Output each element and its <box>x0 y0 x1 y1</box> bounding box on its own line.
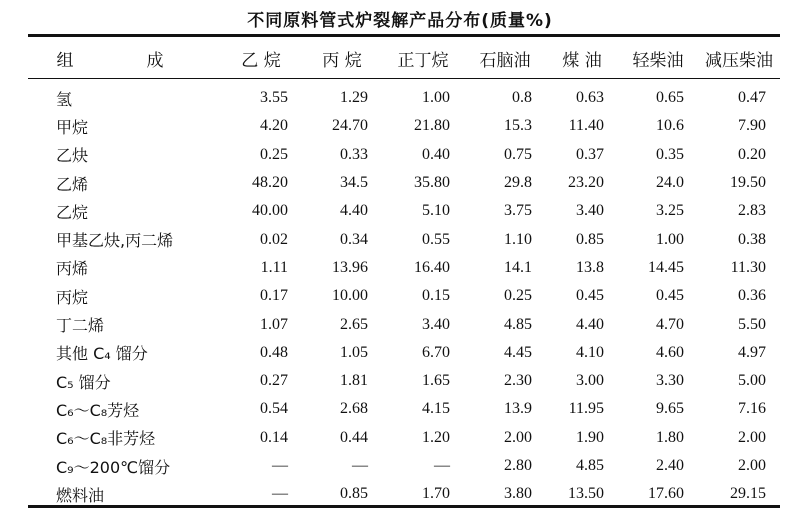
value-cell: 14.45 <box>648 258 684 276</box>
table-row <box>28 424 780 452</box>
value-cell: 0.15 <box>422 287 450 305</box>
value-cell: 1.81 <box>340 372 368 390</box>
value-cell: 4.60 <box>656 343 684 361</box>
table-row <box>28 84 780 112</box>
row-label: 燃料油 <box>56 485 105 505</box>
value-cell: 1.00 <box>656 230 684 248</box>
value-cell: 19.50 <box>730 174 766 192</box>
value-cell: 34.5 <box>340 174 368 192</box>
value-cell: — <box>272 485 288 503</box>
value-cell: 13.8 <box>576 258 604 276</box>
value-cell: 4.40 <box>340 202 368 220</box>
row-label: 乙烯 <box>56 174 89 194</box>
table-body <box>28 78 780 508</box>
value-cell: 10.00 <box>332 287 368 305</box>
value-cell: 0.17 <box>260 287 288 305</box>
value-cell: 1.11 <box>260 258 288 276</box>
table-row <box>28 197 780 225</box>
value-cell: — <box>434 457 450 474</box>
value-cell: 0.20 <box>738 145 766 163</box>
value-cell: 0.36 <box>738 287 766 305</box>
row-label: C₆～C₈芳烃 <box>56 400 140 420</box>
value-cell: 1.05 <box>340 343 368 361</box>
value-cell: 23.20 <box>568 174 604 192</box>
value-cell: 10.6 <box>656 117 684 135</box>
value-cell: 11.30 <box>730 258 766 276</box>
row-label: 乙炔 <box>56 146 89 166</box>
row-label: 丙烷 <box>56 287 89 307</box>
value-cell: 0.85 <box>340 485 368 503</box>
header-light-diesel: 轻柴油 <box>632 50 684 71</box>
table-row <box>28 452 780 480</box>
value-cell: 0.34 <box>340 230 368 248</box>
value-cell: 7.90 <box>738 117 766 135</box>
value-cell: 1.29 <box>340 89 368 107</box>
value-cell: 0.45 <box>576 287 604 305</box>
value-cell: 3.40 <box>576 202 604 220</box>
value-cell: 3.25 <box>656 202 684 220</box>
value-cell: 2.65 <box>340 315 368 333</box>
value-cell: 3.40 <box>422 315 450 333</box>
table-row <box>28 339 780 367</box>
table-row <box>28 480 780 508</box>
value-cell: 4.97 <box>738 343 766 361</box>
value-cell: 4.15 <box>422 400 450 418</box>
table-row <box>28 367 780 395</box>
value-cell: 1.70 <box>422 485 450 503</box>
header-n-butane: 正丁烷 <box>397 50 449 71</box>
value-cell: 0.37 <box>576 145 604 163</box>
value-cell: 0.40 <box>422 145 450 163</box>
value-cell: 24.70 <box>332 117 368 135</box>
table-row <box>28 169 780 197</box>
top-rule <box>28 34 780 37</box>
value-cell: 5.50 <box>738 315 766 333</box>
value-cell: 24.0 <box>656 174 684 192</box>
value-cell: 0.02 <box>260 230 288 248</box>
header-kerosene: 煤 油 <box>562 50 602 71</box>
value-cell: 11.40 <box>568 117 604 135</box>
value-cell: 0.63 <box>576 89 604 107</box>
table-row <box>28 141 780 169</box>
value-cell: 0.14 <box>260 428 288 446</box>
header-ethane: 乙 烷 <box>241 50 281 71</box>
value-cell: 0.47 <box>738 89 766 107</box>
header-propane: 丙 烷 <box>322 50 362 71</box>
row-label: C₆～C₈非芳烃 <box>56 429 156 449</box>
value-cell: 1.65 <box>422 372 450 390</box>
table-row <box>28 112 780 140</box>
value-cell: 3.00 <box>576 372 604 390</box>
value-cell: 2.00 <box>738 428 766 446</box>
value-cell: 6.70 <box>422 343 450 361</box>
value-cell: 4.40 <box>576 315 604 333</box>
value-cell: 1.10 <box>504 230 532 248</box>
row-label: 氢 <box>56 89 73 109</box>
value-cell: 3.75 <box>504 202 532 220</box>
value-cell: 29.15 <box>730 485 766 503</box>
row-label: 甲烷 <box>56 117 89 137</box>
value-cell: 3.55 <box>260 89 288 107</box>
row-label: 丙烯 <box>56 259 89 279</box>
value-cell: 13.50 <box>568 485 604 503</box>
value-cell: 0.75 <box>504 145 532 163</box>
value-cell: 2.00 <box>738 457 766 474</box>
value-cell: 1.80 <box>656 428 684 446</box>
value-cell: 0.54 <box>260 400 288 418</box>
value-cell: 2.30 <box>504 372 532 390</box>
value-cell: 0.48 <box>260 343 288 361</box>
value-cell: 0.8 <box>512 89 532 107</box>
header-row <box>28 38 780 78</box>
table-row <box>28 282 780 310</box>
value-cell: 0.44 <box>340 428 368 446</box>
value-cell: 0.55 <box>422 230 450 248</box>
header-vacuum-gas-oil: 减压柴油 <box>705 50 773 71</box>
value-cell: 35.80 <box>414 174 450 192</box>
value-cell: — <box>352 457 368 474</box>
value-cell: 0.33 <box>340 145 368 163</box>
value-cell: 4.70 <box>656 315 684 333</box>
value-cell: 0.65 <box>656 89 684 107</box>
table-title: 不同原料管式炉裂解产品分布(质量%) <box>247 11 553 31</box>
value-cell: 4.85 <box>576 457 604 474</box>
value-cell: 0.25 <box>260 145 288 163</box>
header-naphtha: 石脑油 <box>479 50 531 71</box>
value-cell: 13.9 <box>504 400 532 418</box>
value-cell: 29.8 <box>504 174 532 192</box>
value-cell: 14.1 <box>504 258 532 276</box>
row-label: C₉～200℃馏分 <box>56 457 171 477</box>
value-cell: 4.85 <box>504 315 532 333</box>
value-cell: 4.45 <box>504 343 532 361</box>
value-cell: 2.83 <box>738 202 766 220</box>
row-label: 丁二烯 <box>56 316 105 336</box>
value-cell: 7.16 <box>738 400 766 418</box>
value-cell: 5.00 <box>738 372 766 390</box>
value-cell: 2.68 <box>340 400 368 418</box>
row-label: 乙烷 <box>56 202 89 222</box>
value-cell: 2.80 <box>504 457 532 474</box>
value-cell: 0.25 <box>504 287 532 305</box>
value-cell: 15.3 <box>504 117 532 135</box>
value-cell: 0.35 <box>656 145 684 163</box>
value-cell: 4.20 <box>260 117 288 135</box>
value-cell: 1.07 <box>260 315 288 333</box>
value-cell: — <box>272 457 288 474</box>
header-composition: 组 成 <box>56 50 192 71</box>
value-cell: 16.40 <box>414 258 450 276</box>
value-cell: 2.00 <box>504 428 532 446</box>
value-cell: 1.00 <box>422 89 450 107</box>
value-cell: 4.10 <box>576 343 604 361</box>
value-cell: 1.20 <box>422 428 450 446</box>
value-cell: 1.90 <box>576 428 604 446</box>
value-cell: 21.80 <box>414 117 450 135</box>
value-cell: 2.40 <box>656 457 684 474</box>
value-cell: 48.20 <box>252 174 288 192</box>
value-cell: 5.10 <box>422 202 450 220</box>
value-cell: 9.65 <box>656 400 684 418</box>
row-label: 甲基乙炔,丙二烯 <box>56 231 174 251</box>
row-label: 其他 C₄ 馏分 <box>56 344 148 364</box>
value-cell: 11.95 <box>568 400 604 418</box>
value-cell: 0.38 <box>738 230 766 248</box>
table-row <box>28 254 780 282</box>
value-cell: 0.45 <box>656 287 684 305</box>
value-cell: 0.27 <box>260 372 288 390</box>
value-cell: 3.80 <box>504 485 532 503</box>
row-label: C₅ 馏分 <box>56 372 111 392</box>
value-cell: 13.96 <box>332 258 368 276</box>
table-row <box>28 395 780 423</box>
value-cell: 17.60 <box>648 485 684 503</box>
value-cell: 3.30 <box>656 372 684 390</box>
value-cell: 0.85 <box>576 230 604 248</box>
table-row <box>28 225 780 253</box>
value-cell: 40.00 <box>252 202 288 220</box>
product-distribution-table <box>28 38 780 508</box>
table-row <box>28 310 780 338</box>
